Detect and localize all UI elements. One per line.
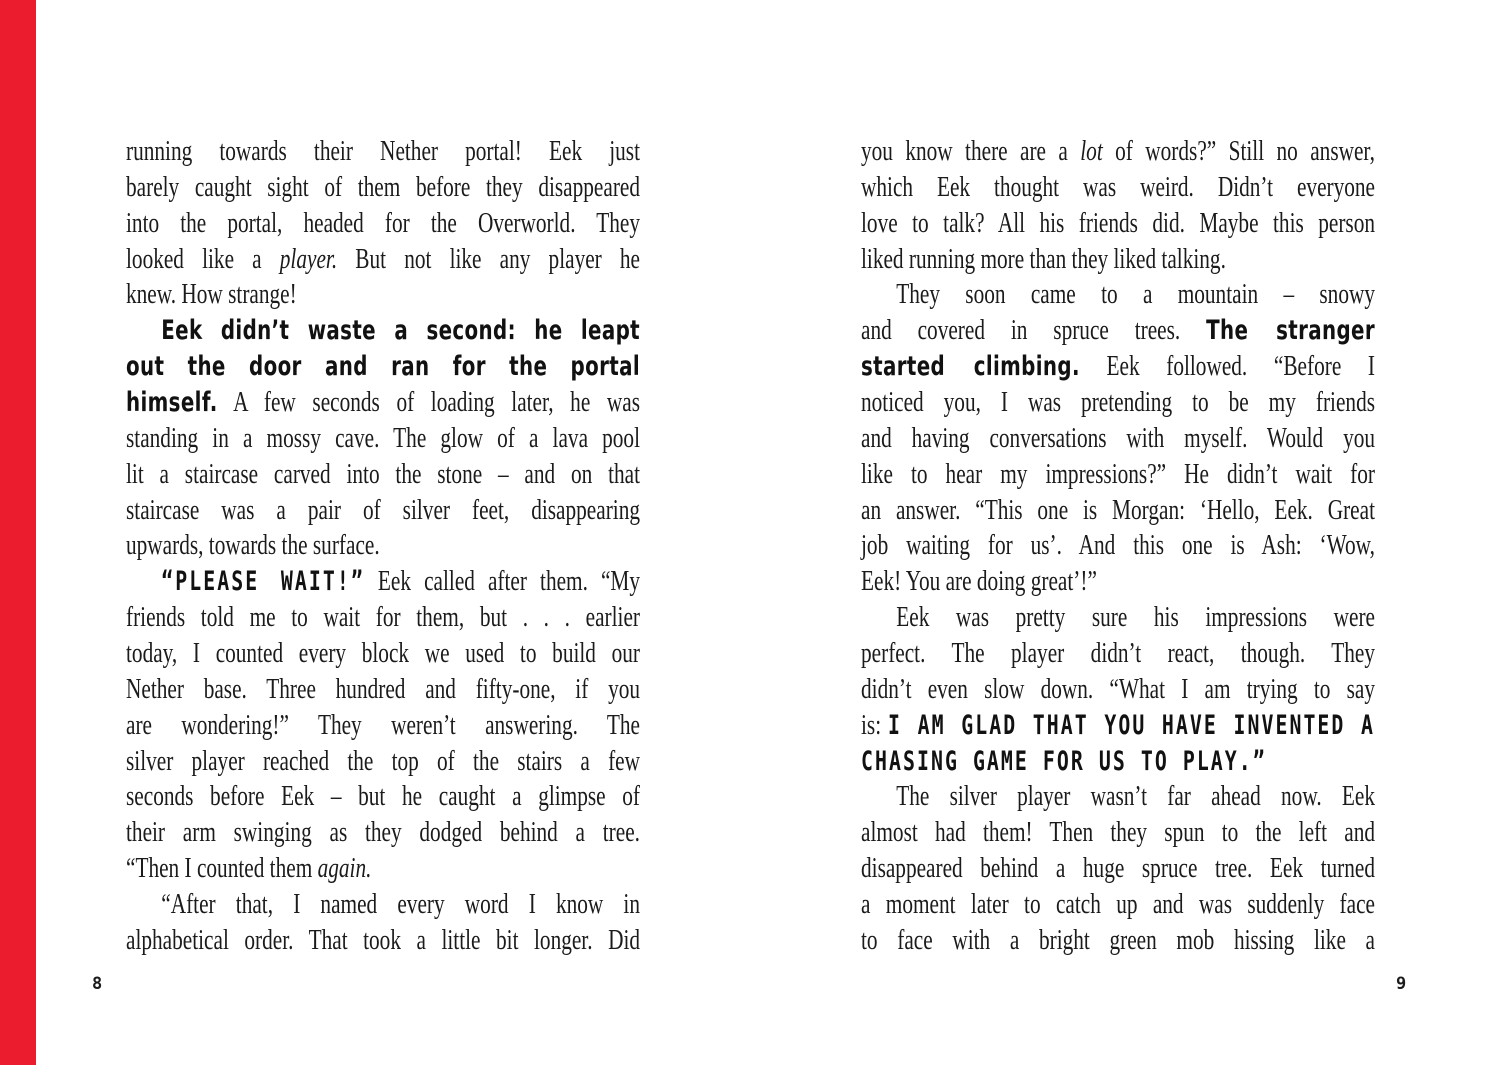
text-line xyxy=(861,349,1375,385)
text-line xyxy=(126,636,640,672)
text-segment-n: a moment later to catch up and was suddenly face xyxy=(861,888,1376,921)
text-segment-n: standing in a mossy cave. The glow of a lava pool xyxy=(126,421,641,454)
text-segment-n: didn’t even slow down. “What I am trying to say xyxy=(861,672,1376,705)
text-line xyxy=(126,385,640,421)
text-segment-n: The silver player wasn’t far ahead now. Eek xyxy=(896,780,1376,813)
text-segment-n: their arm swinging as they dodged behind a tree. xyxy=(126,816,641,849)
text-line xyxy=(126,779,640,815)
text-line xyxy=(126,421,640,457)
text-segment-n: But not like any player he xyxy=(337,242,641,275)
text-line xyxy=(861,170,1375,206)
text-segment-n: is: xyxy=(861,708,889,741)
text-segment-p: “PLEASE WAIT!” xyxy=(161,566,365,598)
text-segment-n: Eek followed. “Before I xyxy=(1079,350,1376,383)
text-segment-n: Eek called after them. “My xyxy=(364,565,641,598)
page-number-left: 8 xyxy=(92,974,103,994)
text-line xyxy=(126,600,640,636)
text-segment-n: running towards their Nether portal! Eek just xyxy=(126,135,641,167)
text-segment-n: Eek was pretty sure his impressions were xyxy=(896,601,1376,634)
text-segment-p: CHASING GAME FOR US TO PLAY.” xyxy=(861,745,1267,777)
text-segment-n: barely caught sight of them before they disappeared xyxy=(126,170,641,203)
text-segment-n: liked running more than they liked talking. xyxy=(861,242,1226,275)
text-segment-n: disappeared behind a huge spruce tree. Eek turned xyxy=(861,852,1376,885)
text-segment-b: The stranger xyxy=(1206,315,1376,347)
text-segment-n: which Eek thought was weird. Didn’t everyone xyxy=(861,170,1376,203)
text-line xyxy=(861,851,1375,887)
text-line xyxy=(861,708,1375,744)
text-segment-n: are wondering!” They weren’t answering. The xyxy=(126,708,641,741)
text-segment-n: to face with a bright green mob hissing like a xyxy=(861,923,1376,956)
text-line xyxy=(126,815,640,851)
text-segment-b: himself. xyxy=(126,387,218,419)
text-segment-n: friends told me to wait for them, but . . . earlier xyxy=(126,601,641,634)
text-line xyxy=(126,134,640,170)
text-line xyxy=(126,744,640,780)
text-segment-b: out the door and ran for the portal xyxy=(126,351,641,383)
text-segment-n: and covered in spruce trees. xyxy=(861,314,1207,347)
text-segment-b: started climbing. xyxy=(861,351,1080,383)
text-line xyxy=(126,242,640,278)
text-line xyxy=(861,206,1375,242)
text-segment-n: staircase was a pair of silver feet, disappearing xyxy=(126,493,641,526)
text-line xyxy=(861,277,1375,313)
text-segment-i: again. xyxy=(317,852,372,885)
text-segment-n: perfect. The player didn’t react, though. They xyxy=(861,637,1376,670)
text-line xyxy=(861,242,1375,278)
text-segment-n: Eek! You are doing great’!” xyxy=(861,565,1097,598)
text-segment-n: of words?” Still no answer, xyxy=(1102,135,1376,167)
text-segment-n: upwards, towards the surface. xyxy=(126,529,380,562)
text-line xyxy=(861,457,1375,493)
text-segment-n: an answer. “This one is Morgan: ‘Hello, Eek. Great xyxy=(861,493,1376,526)
text-line xyxy=(861,134,1375,170)
text-line xyxy=(861,564,1375,600)
page-number-right: 9 xyxy=(1396,974,1407,994)
text-line xyxy=(861,385,1375,421)
text-line xyxy=(861,672,1375,708)
text-line xyxy=(861,493,1375,529)
text-line xyxy=(861,528,1375,564)
text-line xyxy=(126,493,640,529)
text-line xyxy=(126,313,640,349)
text-line xyxy=(126,170,640,206)
text-segment-n: Nether base. Three hundred and fifty-one, if you xyxy=(126,672,641,705)
text-segment-p: I AM GLAD THAT YOU HAVE INVENTED A xyxy=(888,709,1376,741)
text-segment-b: Eek didn’t waste a second: he leapt xyxy=(161,315,641,347)
text-line xyxy=(126,206,640,242)
text-segment-n: you know there are a xyxy=(861,135,1081,167)
text-segment-n: love to talk? All his friends did. Maybe this person xyxy=(861,206,1376,239)
text-segment-i: player. xyxy=(279,242,338,275)
text-line xyxy=(126,457,640,493)
text-segment-n: lit a staircase carved into the stone – and on that xyxy=(126,457,641,490)
text-segment-n: like to hear my impressions?” He didn’t wait for xyxy=(861,457,1376,490)
text-line xyxy=(861,744,1375,780)
text-segment-n: They soon came to a mountain – snowy xyxy=(896,278,1376,311)
text-segment-n: “Then I counted them xyxy=(126,852,318,885)
text-line xyxy=(861,815,1375,851)
text-segment-i: lot xyxy=(1080,135,1103,167)
text-line xyxy=(126,708,640,744)
text-segment-n: seconds before Eek – but he caught a glimpse of xyxy=(126,780,641,813)
text-line xyxy=(126,672,640,708)
text-segment-n: silver player reached the top of the stairs a few xyxy=(126,744,641,777)
text-segment-n: almost had them! Then they spun to the left and xyxy=(861,816,1376,849)
text-segment-n: “After that, I named every word I know in xyxy=(161,888,641,921)
left-page-text xyxy=(126,134,640,959)
text-segment-n: looked like a xyxy=(126,242,280,275)
text-line xyxy=(126,887,640,923)
text-line xyxy=(126,851,640,887)
text-segment-n: noticed you, I was pretending to be my friends xyxy=(861,386,1376,419)
text-line xyxy=(861,600,1375,636)
text-segment-n: job waiting for us’. And this one is Ash: ‘Wow, xyxy=(861,529,1376,562)
text-line xyxy=(861,636,1375,672)
text-line xyxy=(861,923,1375,959)
text-segment-n: into the portal, headed for the Overworld. They xyxy=(126,206,641,239)
text-line xyxy=(861,313,1375,349)
text-line xyxy=(126,564,640,600)
right-page-text xyxy=(861,134,1375,959)
text-line xyxy=(861,779,1375,815)
text-segment-n: and having conversations with myself. Would you xyxy=(861,421,1376,454)
text-line xyxy=(861,421,1375,457)
text-segment-n: A few seconds of loading later, he was xyxy=(217,386,641,419)
text-line xyxy=(861,887,1375,923)
text-line xyxy=(126,277,640,313)
text-segment-n: knew. How strange! xyxy=(126,278,297,311)
book-edge-strip xyxy=(0,0,36,1065)
text-line xyxy=(126,349,640,385)
text-segment-n: today, I counted every block we used to build our xyxy=(126,637,641,670)
text-line xyxy=(126,528,640,564)
text-line xyxy=(126,923,640,959)
text-segment-n: alphabetical order. That took a little bit longer. Did xyxy=(126,923,641,956)
